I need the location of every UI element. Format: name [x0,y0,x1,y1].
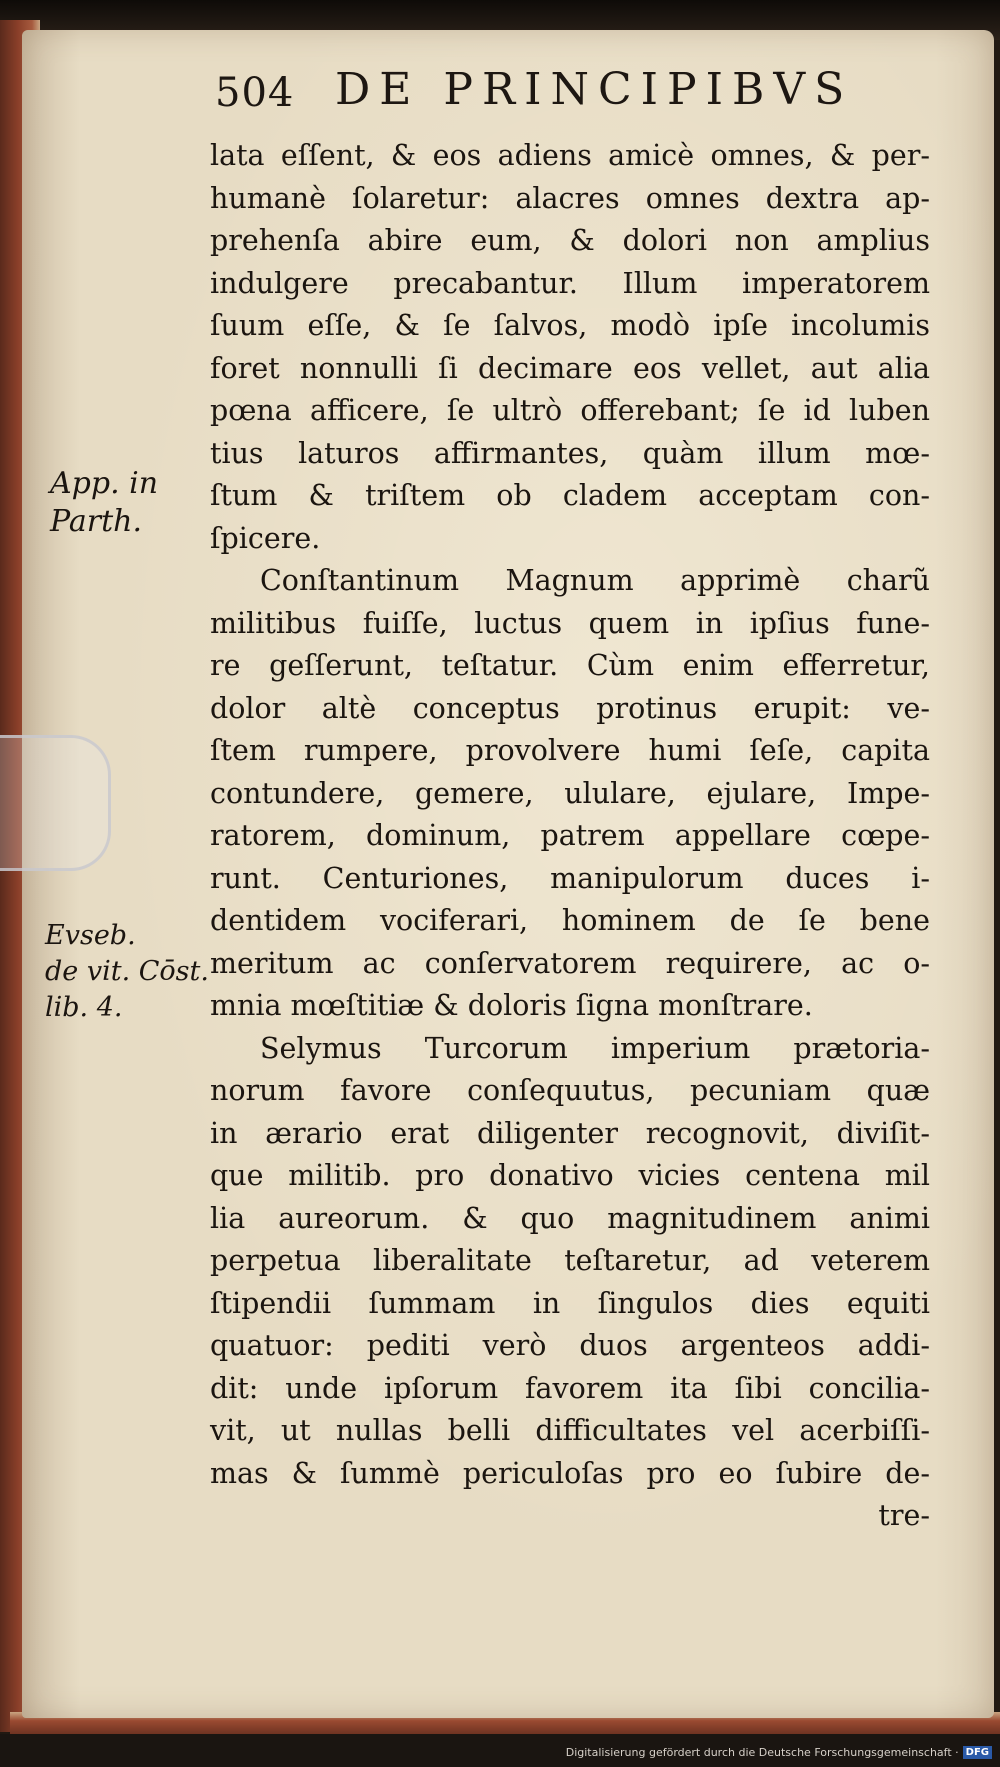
text-line: lia aureorum. & quo magnitudinem animi [210,1201,930,1235]
text-line: Conſtantinum Magnum apprimè charũ [260,564,930,597]
text-line: Selymus Turcorum imperium prætoria- [260,1031,930,1065]
text-line: runt. Centuriones, manipulorum duces i- [210,861,930,895]
text-line: ſtem rumpere, provolvere humi ſeſe, capita [210,734,930,767]
marginal-note-line: de vit. Cōst. [45,956,209,987]
text-line: in ærario erat diligenter recognovit, diviſit- [210,1116,930,1150]
text-line: ratorem, dominum, patrem appellare cœpe- [210,819,930,852]
text-line: ſpicere. [210,521,321,555]
marginal-note-eusebius [45,918,209,1026]
text-line: indulgere precabantur. Illum imperatorem [210,266,930,300]
marginal-note-line: App. in [50,466,159,501]
marginal-note-line: Parth. [50,504,142,539]
text-line: ſtipendii ſummam in ſingulos dies equiti [210,1286,930,1320]
dfg-logo: DFG [963,1746,992,1759]
text-line: foret nonnulli ſi decimare eos vellet, aut alia [210,351,930,385]
body-text [210,135,940,1538]
page-number: 504 [215,70,295,116]
catchword: tre- [878,1499,930,1532]
page-clip [0,735,111,871]
text-line: dolor altè conceptus protinus erupit: ve- [210,691,930,725]
text-line: perpetua liberalitate teſtaretur, ad veterem [210,1244,930,1277]
text-line: militibus fuiſſe, luctus quem in ipſius fune- [210,606,930,640]
text-line: norum favore conſequutus, pecuniam quæ [210,1074,930,1107]
text-line: vit, ut nullas belli difficultates vel acerbiſſi- [210,1414,930,1447]
marginal-note-line: Evseb. [45,920,136,951]
marginal-note-line: lib. 4. [45,992,123,1023]
running-head [215,58,935,128]
text-line: pœna afficere, ſe ultrò offerebant; ſe id luben [210,394,930,427]
text-line: tius laturos affirmantes, quàm illum mœ- [210,436,930,470]
text-line: prehenſa abire eum, & dolori non amplius [210,224,930,257]
credit-text: Digitalisierung gefördert durch die Deutsche Forschungsgemeinschaft · [565,1746,959,1759]
text-line: humanè ſolaretur: alacres omnes dextra ap- [210,181,930,215]
text-line: meritum ac conſervatorem requirere, ac o- [210,946,930,980]
text-line: dit: unde ipſorum favorem ita ſibi concilia- [210,1371,930,1405]
text-line: contundere, gemere, ululare, ejulare, Impe- [210,776,930,810]
text-line: dentidem vociferari, hominem de ſe bene [210,904,930,937]
text-line: mas & ſummè periculoſas pro eo ſubire de- [210,1456,930,1490]
text-line: ſuum eſſe, & ſe ſalvos, modò ipſe incolumis [210,309,930,342]
text-line: ſtum & triſtem ob cladem acceptam con- [210,479,930,512]
text-line: re geſſerunt, teſtatur. Cùm enim efferretur, [210,649,930,682]
text-line: mnia mœſtitiæ & doloris ſigna monſtrare. [210,989,813,1022]
text-line: quatuor: pediti verò duos argenteos addi- [210,1329,930,1362]
text-line: que militib. pro donativo vicies centena mil [210,1159,930,1192]
marginal-note-app [50,465,158,541]
running-title: DE PRINCIPIBVS [335,64,854,115]
digitization-credit [566,1746,992,1759]
text-line: lata eſſent, & eos adiens amicè omnes, & per- [210,139,930,172]
